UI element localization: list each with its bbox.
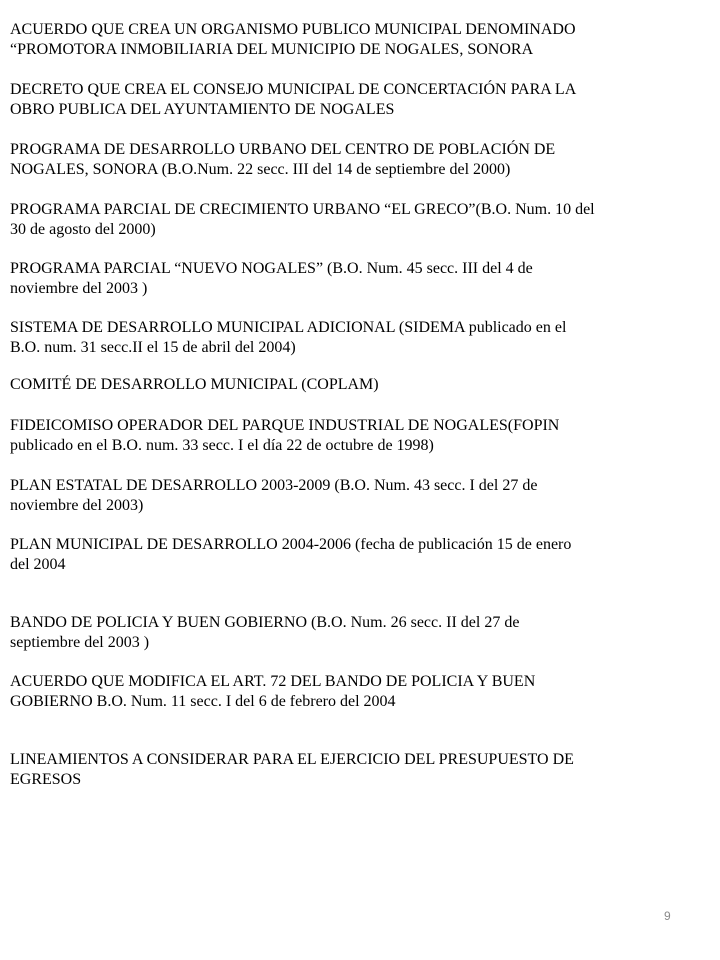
entry-line: COMITÉ DE DESARROLLO MUNICIPAL (COPLAM) (10, 376, 379, 393)
entry-line: EGRESOS (10, 770, 82, 788)
entry-line: publicado en el B.O. num. 33 secc. I el día 22 de octubre de 1998) (10, 436, 434, 454)
entry-sidema (10, 318, 700, 357)
entry-promotora-inmobiliaria (10, 20, 700, 59)
entry-line: PLAN ESTATAL DE DESARROLLO 2003-2009 (B.O. Num. 43 secc. I del 27 de (10, 477, 538, 494)
entry-line: noviembre del 2003) (10, 496, 144, 514)
entry-line: NOGALES, SONORA (B.O.Num. 22 secc. III del 14 de septiembre del 2000) (10, 160, 511, 178)
entry-acuerdo-modifica-art72 (10, 672, 700, 711)
entry-line: PLAN MUNICIPAL DE DESARROLLO 2004-2006 (fecha de publicación 15 de enero (10, 536, 572, 553)
entry-line: BANDO DE POLICIA Y BUEN GOBIERNO (B.O. Num. 26 secc. II del 27 de (10, 614, 520, 631)
entry-consejo-concertacion (10, 80, 700, 119)
entry-line: B.O. num. 31 secc.II el 15 de abril del 2004) (10, 338, 296, 356)
entry-plan-municipal (10, 535, 700, 574)
entry-line: del 2004 (10, 555, 66, 573)
entry-line: PROGRAMA DE DESARROLLO URBANO DEL CENTRO DE POBLACIÓN DE (10, 141, 556, 158)
entry-programa-nuevo-nogales (10, 259, 700, 298)
entry-lineamientos-presupuesto (10, 750, 700, 789)
entry-fopin (10, 416, 700, 455)
entry-bando-policia (10, 613, 700, 652)
entry-coplam (10, 375, 700, 395)
entry-line: FIDEICOMISO OPERADOR DEL PARQUE INDUSTRIAL DE NOGALES(FOPIN (10, 417, 560, 434)
entry-line: GOBIERNO B.O. Num. 11 secc. I del 6 de febrero del 2004 (10, 692, 396, 710)
entry-line: PROGRAMA PARCIAL “NUEVO NOGALES” (B.O. Num. 45 secc. III del 4 de (10, 260, 533, 277)
entry-line: OBRO PUBLICA DEL AYUNTAMIENTO DE NOGALES (10, 100, 395, 118)
entry-plan-estatal (10, 476, 700, 515)
entry-programa-el-greco (10, 200, 700, 239)
entry-line: “PROMOTORA INMOBILIARIA DEL MUNICIPIO DE NOGALES, SONORA (10, 40, 534, 58)
entry-line: DECRETO QUE CREA EL CONSEJO MUNICIPAL DE CONCERTACIÓN PARA LA (10, 81, 577, 98)
entry-line: ACUERDO QUE CREA UN ORGANISMO PUBLICO MUNICIPAL DENOMINADO (10, 21, 576, 38)
entry-programa-desarrollo-urbano (10, 140, 700, 179)
entry-line: noviembre del 2003 ) (10, 279, 148, 297)
entry-line: SISTEMA DE DESARROLLO MUNICIPAL ADICIONAL (SIDEMA publicado en el (10, 319, 567, 336)
entry-line: LINEAMIENTOS A CONSIDERAR PARA EL EJERCICIO DEL PRESUPUESTO DE (10, 751, 574, 768)
entry-line: PROGRAMA PARCIAL DE CRECIMIENTO URBANO “EL GRECO”(B.O. Num. 10 del (10, 201, 595, 218)
entry-line: ACUERDO QUE MODIFICA EL ART. 72 DEL BANDO DE POLICIA Y BUEN (10, 673, 536, 690)
entry-line: 30 de agosto del 2000) (10, 220, 156, 238)
entry-line: septiembre del 2003 ) (10, 633, 150, 651)
page-number: 9 (664, 909, 671, 923)
